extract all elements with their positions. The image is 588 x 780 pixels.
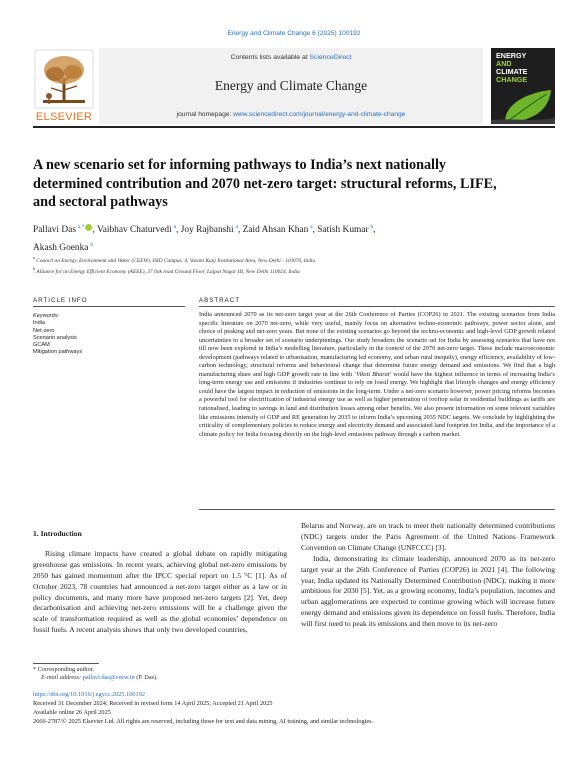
homepage-prefix: journal homepage: [176,111,234,118]
author-name[interactable]: Joy Rajbanshi [180,225,234,236]
homepage-line [99,111,483,118]
elsevier-tree-icon [33,48,95,110]
abstract-text [199,311,555,439]
email-suffix: (P. Das). [134,674,158,682]
copyright-notice: 2666-2787/© 2025 Elsevier Ltd. All rights are reserved, including those for text and data mining, AI training, and similar technologies. [33,717,374,725]
contents-line [99,54,483,61]
author-list: Pallavi Das $^{a,*}$ , Vaibhav Chaturvedi $^a$, Joy Rajbanshi $^a$, Zaid Ahsan Khan $^a$, Satish Kumar $^b$, Akash Goenka $^b$ [33,224,376,254]
cover-line: ENERGY [496,51,527,60]
elsevier-wordmark: ELSEVIER [35,111,93,123]
author-name[interactable]: Satish Kumar [317,225,369,236]
body-paragraph: Rising climate impacts have created a global debate on rapidly mitigating greenhouse gas emissions. In recent years, achieving global net-zero emissions by 2050 has gained momentum after the IPCC special report on 1.5 °C [1]. As of October 2023, 78 countries had announced a net-zero target either as a law or in policy documents, and many more have proposed net-zero targets [2]. Yet, deep decarbonisation and achieving net-zero emissions will be a challenge given the scale of transformation required as well as the global economies’ dependence on fossil fuels. A recent analysis shows that only two developed countries, [33,548,287,635]
journal-reference[interactable]: Energy and Climate Change 6 (2025) 100192 [227,30,361,37]
masthead-rule [33,126,555,128]
email-link[interactable]: pallavi.das@ceew.in [82,674,135,682]
article-title: A new scenario set for informing pathways to India’s next nationally determined contribution and 2070 net-zero target: structural reforms, LIFE, and sectoral pathways [33,157,497,210]
keyword-item: Net-zero [33,327,55,334]
author-affil-marker[interactable]: b [90,242,94,249]
masthead-center [99,48,483,124]
abstract-part: ’ would have the highest influence in terms of increasing India’s long-term energy use and emissions if industries continue to rely on fossil energy. We highlight that lifestyle changes and energy efficiency could have the largest impact in reduction of emissions in the long-term. Under a net-zero scenario however, power pricing reforms becomes a powerful tool for electrification of industrial energy use as well as higher penetration of rooftop solar in residential buildings as tariffs are rationalised, leading to savings in land and distribution losses among other benefits. We also present information on some relevant variables like emissions intensity of GDP and RE generation by 2035 to inform India’s upcoming 2035 NDC targets. We conclude by highlighting the criticality of complementary policies to reduce energy and electricity demand and associated land footprint for India, and the importance of a climate policy for India focusing directly on the high-level emissions pathway through a carbon market. [199,370,555,438]
corresponding-author-note: * Corresponding author. [33,666,95,673]
elsevier-logo[interactable] [33,48,95,124]
cover-title [496,52,527,84]
affiliation-b [33,265,533,276]
author-affil-marker[interactable]: b [370,224,374,230]
keyword-item: India [33,320,46,327]
footnote [33,666,293,683]
journal-name: Energy and Climate Change [214,78,368,93]
footnote-rule [33,663,99,664]
affiliation-marker: b [33,266,36,272]
article-info-heading: ARTICLE INFO [33,297,88,304]
journal-cover[interactable] [491,48,555,124]
doi-link[interactable]: https://doi.org/10.1016/j.egycc.2025.100192 [33,691,145,698]
journal-masthead [33,48,555,124]
abstract-emphasis: Viksit Bharat [356,370,390,378]
affiliation-marker: a [33,255,35,260]
affiliations [33,254,533,276]
author-affil-marker[interactable]: a [173,224,177,230]
received-dates: Received 31 December 2024; Received in revised form 14 April 2025; Accepted 21 April 2025 [33,699,273,707]
email-label: E-mail address: [41,674,83,682]
sciencedirect-link[interactable]: ScienceDirect [309,54,352,61]
abstract-part: India announced 2070 as its net-zero target year at the 26th Conference of Parties (COP26) in 2021. The existing scenarios from India specific literature on 2070 net-zero, while very useful, mainly focus on alternative techno-economic pathways, power sector alone, and choice of peaking and net-zero years. But none of the existing scenarios go beyond the techno-economic and high-level GDP growth related uncertainties to a broader set of scenario underpinnings. Our study broadens the scenario set for India by assessing scenarios that have not till now been explored in India’s modelling literature, particularly in the context of the 2070 net-zero target. These include macroeconomic development (pathways related to urbanisation, manufacturing led economy, and urban rural inequity), energy efficiency, availability of low-carbon technology, structural reforms and behavioural change that determine future energy demand and emissions. We find that a high manufacturing share and high GDP growth rate in line with ‘ [199,311,555,378]
article-info-rule [33,306,185,307]
body-paragraph: Belarus and Norway, are on track to meet their nationally determined contributions (NDC) targets under the Paris Agreement of the United Nations Framework Convention on Climate Change (UNFCCC) [3]. [301,521,555,552]
keyword-item: Mitigation pathways [33,349,83,356]
author-affil-marker[interactable]: a,* [77,224,85,230]
author-name[interactable]: Zaid Ahsan Khan [242,225,309,236]
cover-line: CLIMATE [496,67,528,76]
homepage-link[interactable]: www.sciencedirect.com/journal/energy-and-climate-change [233,111,406,118]
section-heading: 1. Introduction [33,529,82,538]
body-right-column [301,521,555,630]
affiliation-text: Council on Energy, Environment and Water (CEEW), ISID Campus, 4, Vasant Kunj Institutional Area, New Delhi - 110070, India [36,257,316,264]
body-paragraph: India, demonstrating its climate leadership, announced 2070 as its net-zero target year at the 26th Conference of Parties (COP26) in 2021 [4]. The following year, India updated its Nationally Determined Contribution (NDC), making it more ambitious for 2030 [5]. Yet, as a growing economy, India’s population, incomes and urban agglomerations are expected to continue growing which will increase future energy demand and emissions given its dependence on fossil fuels. Therefore, India will first need to peak its emissions and then move to its net-zero [301,553,555,629]
keywords-block [33,313,183,357]
abstract-bottom-rule [199,509,555,510]
author-name[interactable]: Pallavi Das [33,225,76,236]
keywords-label: Keywords: [33,313,60,319]
affiliation-a [33,254,533,265]
publication-info [33,691,555,727]
author-name[interactable]: Vaibhav Chaturvedi [96,225,172,236]
author-affil-marker[interactable]: a [235,224,238,230]
contents-prefix: Contents lists available at [230,54,310,61]
available-online: Available online 26 April 2025 [33,708,111,716]
author-name[interactable]: Akash Goenka [33,243,89,254]
cover-line: AND [496,59,512,68]
orcid-icon[interactable] [85,224,92,231]
body-left-column [33,529,287,636]
author-affil-marker[interactable]: a [310,224,313,230]
email-line [33,674,293,682]
abstract-rule [199,306,555,307]
cover-leaf-icon [491,88,555,124]
keyword-item: GCAM [33,342,50,349]
cover-line: CHANGE [496,75,528,84]
abstract-heading: ABSTRACT [199,297,241,304]
keyword-item: Scenario analysis [33,334,77,341]
affiliation-text: Alliance for an Energy Efficient Economy (AEEE), 37 link road Ground Floor, Lajpat Nagar III, New Delhi 110024, India [36,268,300,275]
